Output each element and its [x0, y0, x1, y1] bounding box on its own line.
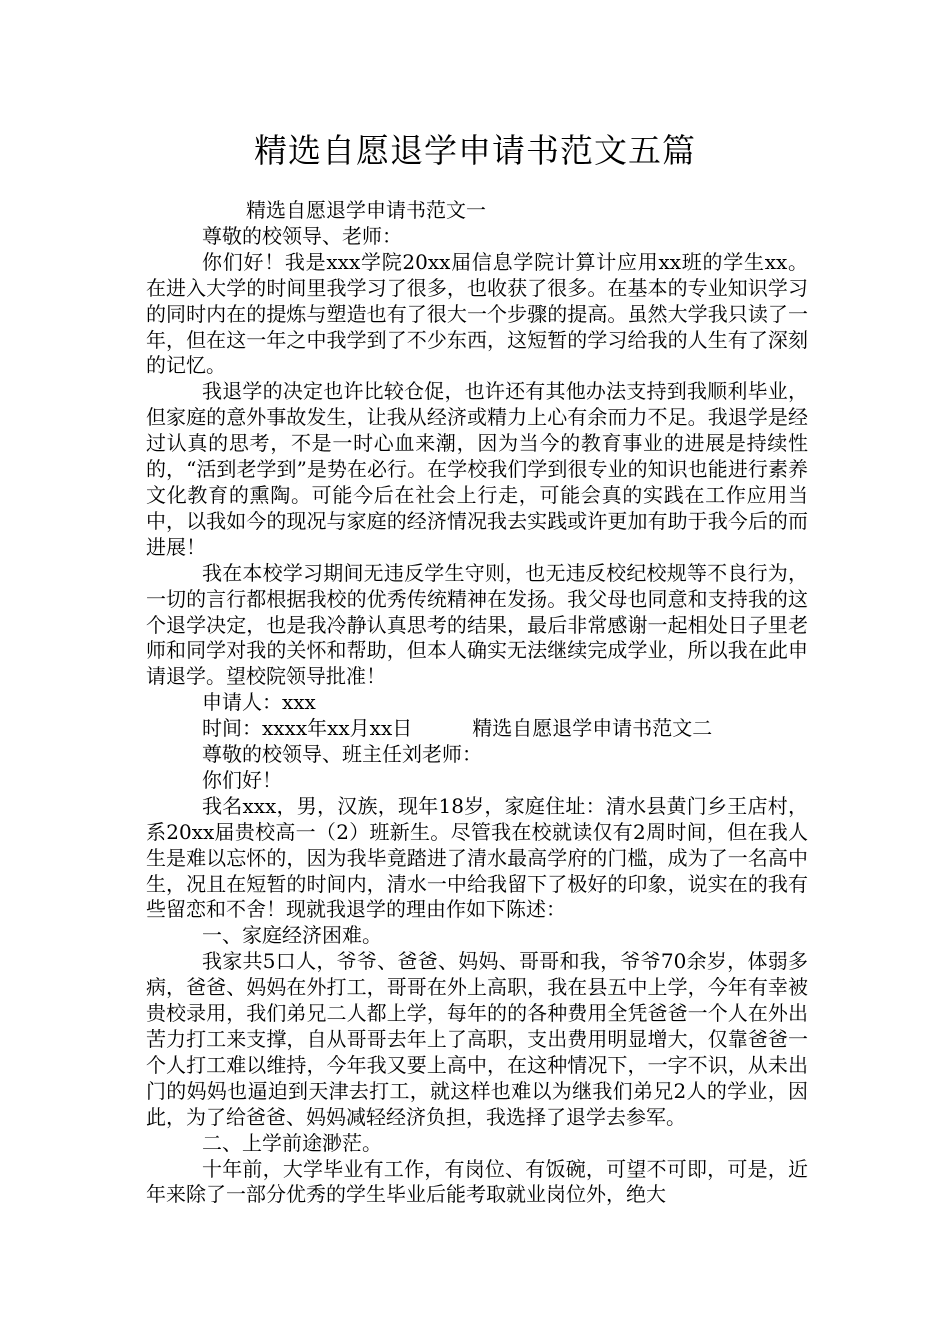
document-title: 精选自愿退学申请书范文五篇	[254, 131, 696, 170]
letter1-salutation: 尊敬的校领导、老师：	[202, 223, 402, 248]
letter1-date: 时间：xxxx年xx月xx日	[202, 716, 413, 741]
letter1-paragraph: 我退学的决定也许比较仓促，也许还有其他办法支持到我顺利毕业，但家庭的意外事故发生，让我从经济或精力上心有余而力不足。我退学是经过认真的思考，不是一时心血来潮，因为当今的教育事业的进展是持续性的，“活到老学到”是势在必行。在学校我们学到很专业的知识也能进行素养文化教育的熏陶。可能今后在社会上行走，可能会真的实践在工作应用当中，以我如今的现况与家庭的经济情况我去实践或许更加有助于我今后的而进展！	[146, 379, 808, 559]
letter1-paragraph: 你们好！我是xxx学院20xx届信息学院计算计应用xx班的学生xx。在进入大学的时间里我学习了很多，也收获了很多。在基本的专业知识学习的同时内在的提炼与塑造也有了很大一个步骤的提高。虽然大学我只读了一年，但在这一年之中我学到了不少东西，这短暂的学习给我的人生有了深刻的记忆。	[146, 249, 808, 378]
letter2-section2-title: 二、上学前途渺茫。	[202, 1130, 382, 1155]
letter1-heading: 精选自愿退学申请书范文一	[246, 198, 486, 222]
letter2-section1-title: 一、家庭经济困难。	[202, 923, 382, 948]
letter1-paragraph: 我在本校学习期间无违反学生守则，也无违反校纪校规等不良行为，一切的言行都根据我校的优秀传统精神在发扬。我父母也同意和支持我的这个退学决定，也是我冷静认真思考的结果，最后非常感谢一起相处日子里老师和同学对我的关怀和帮助，但本人确实无法继续完成学业，所以我在此申请退学。望校院领导批准！	[146, 560, 808, 689]
letter1-applicant: 申请人：xxx	[202, 690, 316, 715]
letter2-section1-text: 我家共5口人，爷爷、爸爸、妈妈、哥哥和我，爷爷70余岁，体弱多病，爸爸、妈妈在外打工，哥哥在外上高职，我在县五中上学，今年有幸被贵校录用，我们弟兄二人都上学，每年的的各种费用全凭爸爸一个人在外出苦力打工来支撑，自从哥哥去年上了高职，支出费用明显增大，仅靠爸爸一个人打工难以维持，今年我又要上高中，在这种情况下，一字不识，从未出门的妈妈也逼迫到天津去打工，就这样也难以为继我们弟兄2人的学业，因此，为了给爸爸、妈妈减轻经济负担，我选择了退学去参军。	[146, 949, 808, 1129]
letter2-greeting: 你们好！	[202, 767, 282, 792]
document-body	[146, 198, 808, 1208]
letter2-paragraph: 我名xxx，男，汉族，现年18岁，家庭住址：清水县黄门乡王店村，系20xx届贵校高一（2）班新生。尽管我在校就读仅有2周时间，但在我人生是难以忘怀的，因为我毕竟踏进了清水最高学府的门槛，成为了一名高中生，况且在短暂的时间内，清水一中给我留下了极好的印象，说实在的我有些留恋和不舍！现就我退学的理由作如下陈述：	[146, 793, 808, 922]
letter1-date-line	[146, 716, 808, 742]
letter2-salutation: 尊敬的校领导、班主任刘老师：	[202, 742, 482, 767]
letter2-heading: 精选自愿退学申请书范文二	[472, 716, 713, 741]
letter2-section2-text: 十年前，大学毕业有工作，有岗位、有饭碗，可望不可即，可是，近年来除了一部分优秀的学生毕业后能考取就业岗位外，绝大	[146, 1156, 808, 1207]
